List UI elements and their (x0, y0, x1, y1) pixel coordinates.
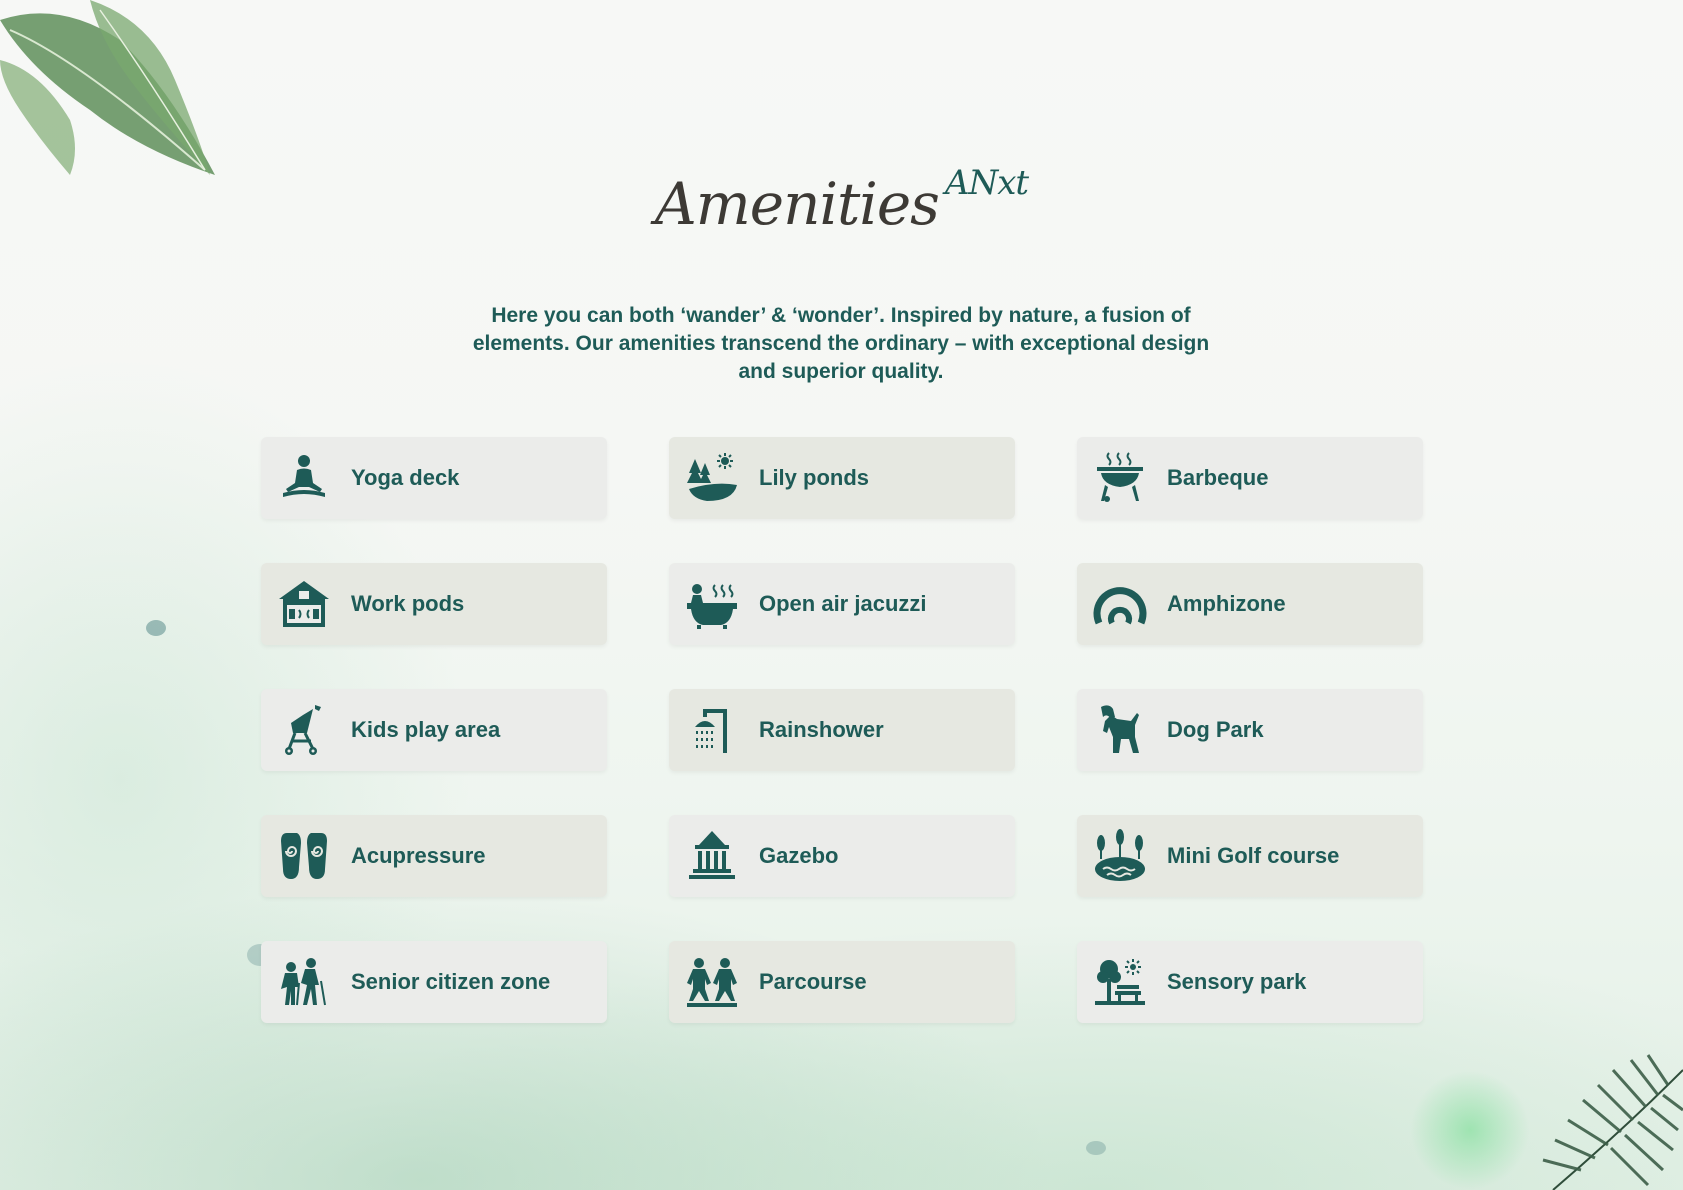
amenity-card (1077, 689, 1423, 771)
amenity-card (261, 941, 607, 1023)
amenity-card (261, 437, 607, 519)
leaf-decoration-icon (0, 0, 215, 180)
amenity-card (669, 941, 1015, 1023)
page-title: Amenities (654, 170, 939, 238)
amenity-card (261, 563, 607, 645)
mini-golf-icon (1093, 829, 1147, 883)
barbeque-icon (1093, 451, 1147, 505)
amenity-card (261, 815, 607, 897)
parcourse-icon (685, 955, 739, 1009)
brand-superscript: ANxt (944, 163, 1029, 203)
amenity-label: Lily ponds (759, 465, 869, 490)
amenity-label: Kids play area (351, 717, 501, 742)
feet-icon (277, 829, 331, 883)
gazebo-icon (685, 829, 739, 883)
decorative-dot (1086, 1141, 1106, 1155)
sensory-park-icon (1093, 955, 1147, 1009)
stroller-icon (277, 703, 331, 757)
work-pod-icon (277, 577, 331, 631)
amenity-label: Dog Park (1167, 717, 1264, 742)
amenity-label: Amphizone (1167, 591, 1286, 616)
amphizone-icon (1093, 577, 1147, 631)
yoga-icon (277, 451, 331, 505)
amenity-card (669, 563, 1015, 645)
amenity-card (1077, 815, 1423, 897)
page-heading (0, 163, 1683, 238)
amenity-label: Parcourse (759, 969, 867, 994)
amenity-label: Acupressure (351, 843, 486, 868)
intro-text: Here you can both ‘wander’ & ‘wonder’. Inspired by nature, a fusion of elements. Our amenities transcend the ordinary – with exceptional design and superior quality. (472, 304, 1210, 383)
lily-pond-icon (685, 451, 739, 505)
amenity-label: Open air jacuzzi (759, 591, 927, 616)
jacuzzi-icon (685, 577, 739, 631)
amenity-card (261, 689, 607, 771)
amenity-card (1077, 437, 1423, 519)
decorative-dot (146, 620, 166, 636)
amenity-label: Rainshower (759, 717, 884, 742)
amenity-label: Gazebo (759, 843, 839, 868)
amenity-label: Barbeque (1167, 465, 1269, 490)
amenity-label: Yoga deck (351, 465, 460, 490)
decorative-glow (1410, 1070, 1530, 1190)
seniors-icon (277, 955, 331, 1009)
amenity-label: Senior citizen zone (351, 969, 551, 994)
palm-leaf-decoration-icon (1533, 1050, 1683, 1190)
dog-icon (1093, 703, 1147, 757)
amenity-label: Sensory park (1167, 969, 1307, 994)
amenity-label: Work pods (351, 591, 465, 616)
shower-icon (685, 703, 739, 757)
amenity-label: Mini Golf course (1167, 843, 1340, 868)
amenity-card (669, 689, 1015, 771)
amenity-card (1077, 941, 1423, 1023)
amenity-card (1077, 563, 1423, 645)
amenity-card (669, 815, 1015, 897)
amenity-card (669, 437, 1015, 519)
